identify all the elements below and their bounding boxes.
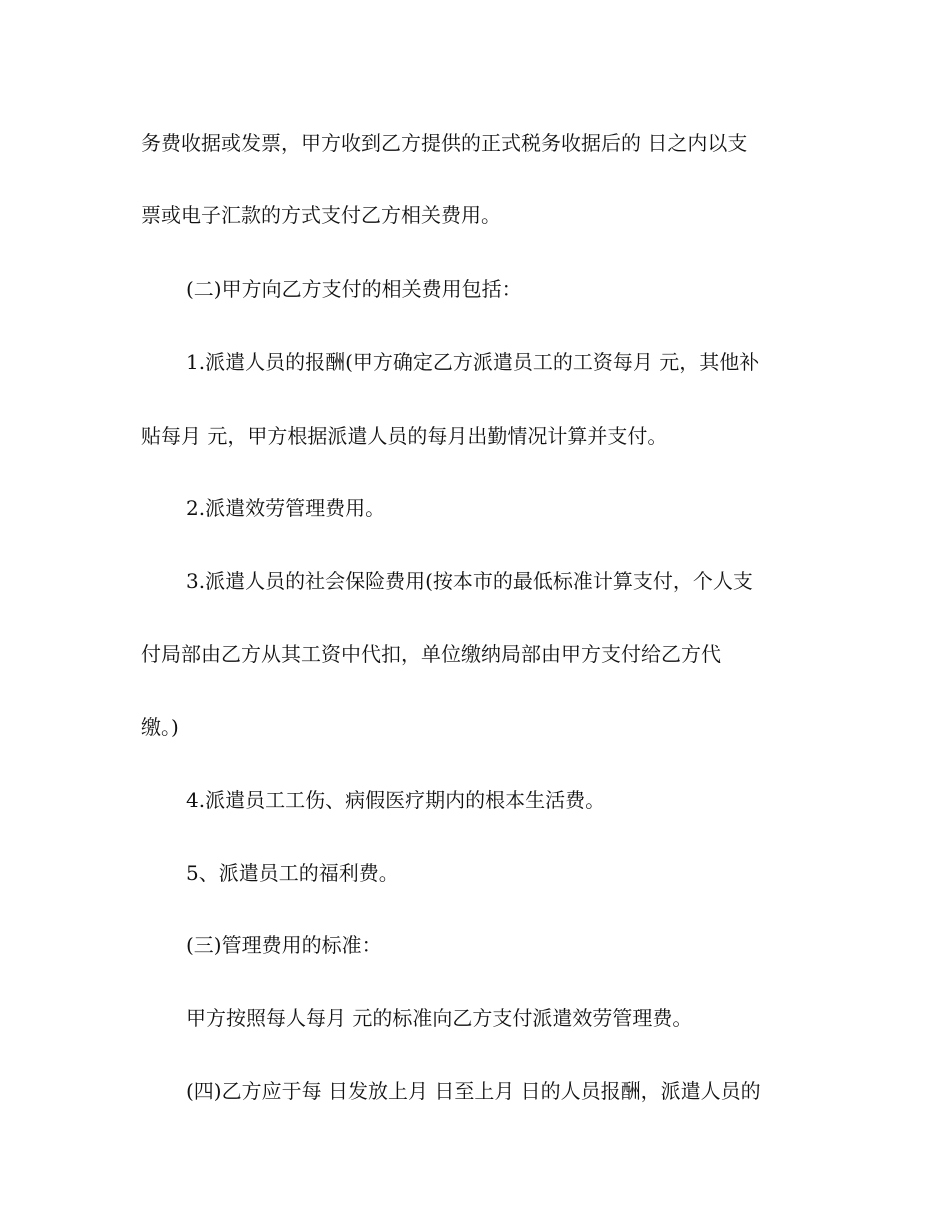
text-line: 付局部由乙方从其工资中代扣，单位缴纳局部由甲方支付给乙方代 [141, 642, 721, 666]
text-line: 甲方按照每人每月 元的标准向乙方支付派遣效劳管理费。 [186, 1006, 693, 1030]
list-item: 5、派遣员工的福利费。 [186, 861, 399, 885]
text-line: (四)乙方应于每 日发放上月 日至上月 日的人员报酬，派遣人员的 [186, 1079, 761, 1103]
list-item: 4.派遣员工工伤、病假医疗期内的根本生活费。 [186, 788, 606, 812]
section-heading: (三)管理费用的标准： [186, 933, 382, 957]
section-heading: (二)甲方向乙方支付的相关费用包括： [186, 277, 522, 301]
list-item: 3.派遣人员的社会保险费用(按本市的最低标准计算支付，个人支 [186, 569, 753, 593]
list-item: 2.派遣效劳管理费用。 [186, 496, 386, 520]
text-line: 票或电子汇款的方式支付乙方相关费用。 [141, 203, 501, 227]
text-line: 务费收据或发票，甲方收到乙方提供的正式税务收据后的 日之内以支 [141, 131, 748, 155]
list-item: 1.派遣人员的报酬(甲方确定乙方派遣员工的工资每月 元，其他补 [186, 350, 760, 374]
text-line: 缴。) [141, 715, 179, 739]
text-line: 贴每月 元，甲方根据派遣人员的每月出勤情况计算并支付。 [141, 424, 668, 448]
